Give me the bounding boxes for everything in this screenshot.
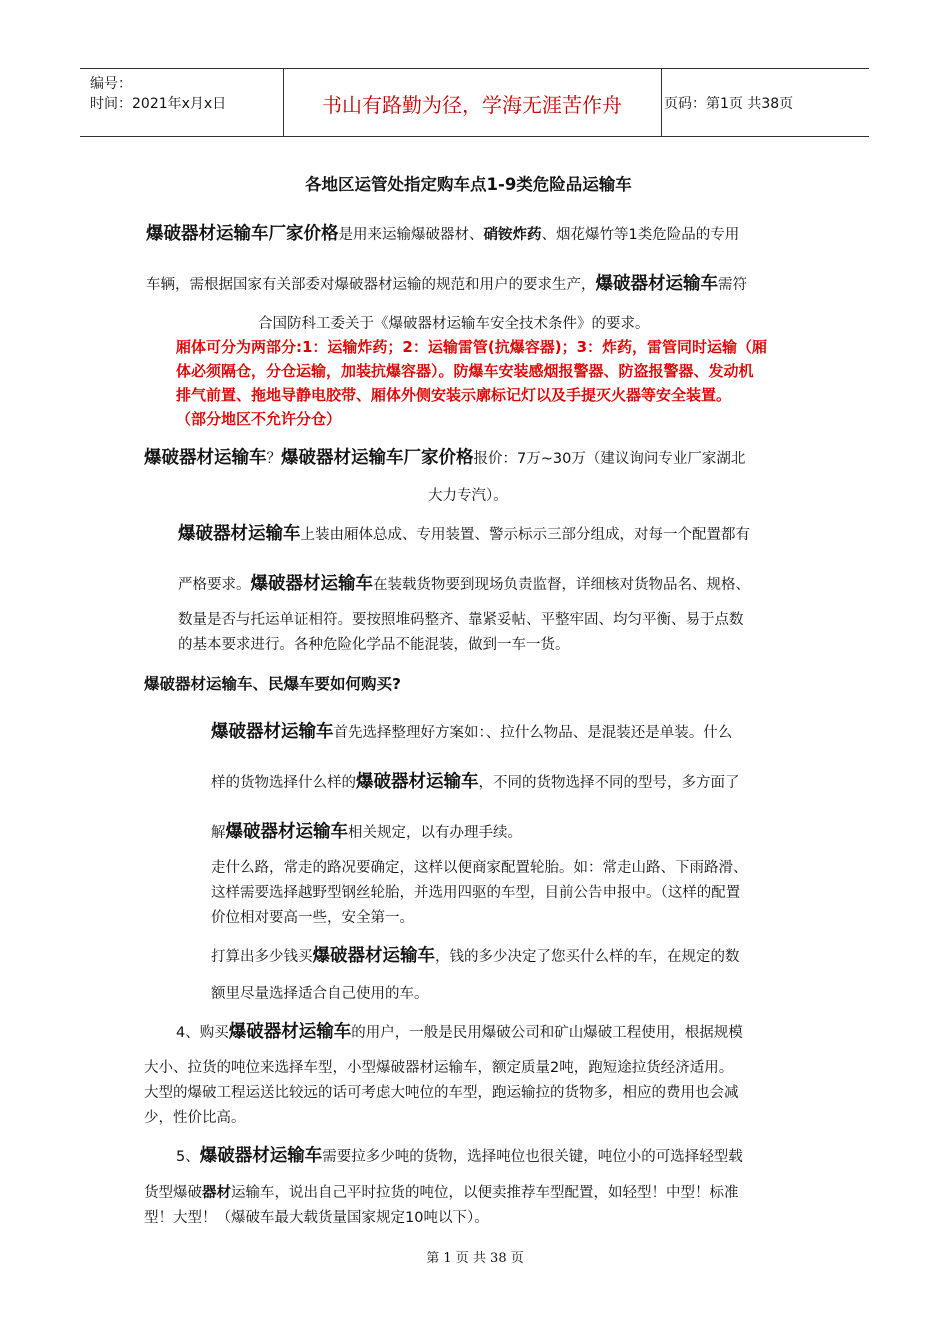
purchase-line-3 [211,822,522,843]
keyword: 爆破器材运输车 [225,822,348,842]
tonnage-line-3: 型！大型！（爆破车最大载货量国家规定10吨以下）。 [144,1210,489,1226]
motto: 书山有路勤为径，学海无涯苦作舟 [322,93,622,117]
config-line-3: 数量是否与托运单证相符。要按照堆码整齐、靠紧妥帖、平整牢固、均匀平衡、易于点数 [178,612,744,628]
text: 货型爆破 [144,1185,202,1201]
budget-line-1 [211,946,740,967]
red-note-line-1: 厢体可分为两部分:1：运输炸药；2：运输雷管(抗爆容器)；3：炸药，雷管同时运输（厢 [176,338,768,356]
text: 4、购买 [176,1025,229,1041]
red-note-line-3: 排气前置、拖地导静电胶带、厢体外侧安装示廓标记灯以及手提灭火器等安全装置。 [176,386,732,404]
paragraph-intro-line-1 [146,224,739,245]
budget-line-2: 额里尽量选择适合自己使用的车。 [211,986,429,1002]
keyword: 爆破器材运输车 [144,448,267,468]
document-date: 时间：2021年x月x日 [90,96,227,112]
users-line-2: 大小、拉货的吨位来选择车型，小型爆破器材运输车，额定质量2吨，跑短途拉货经济适用。 [144,1060,734,1076]
config-line-2 [178,574,750,595]
tonnage-line-2 [144,1183,739,1203]
keyword: 爆破器材运输车厂家价格 [146,224,339,244]
tonnage-line-1 [176,1146,743,1167]
config-line-1 [178,524,750,545]
red-note-line-4: （部分地区不允许分仓） [176,410,342,428]
paragraph-intro-line-2 [146,274,747,295]
text: 样的货物选择什么样的 [211,775,356,791]
keyword: 器材 [202,1185,231,1201]
header-meta-cell [80,69,284,136]
keyword: 爆破器材运输车 [250,574,373,594]
text: 是用来运输爆破器材、 [338,227,484,243]
text: 相关规定，以有办理手续。 [348,825,522,841]
keyword: 爆破器材运输车 [199,1146,323,1166]
text: 首先选择整理好方案如：、拉什么物品、是混装还是单装。什么 [333,725,733,741]
text: 报价：7万~30万（建议询问专业厂家湖北 [473,451,746,467]
section-heading: 爆破器材运输车、民爆车要如何购买? [144,675,401,693]
road-line-3: 价位相对要高一些，安全第一。 [211,910,414,926]
text: ，不同的货物选择不同的型号，多方面了 [478,775,740,791]
text: 在装载货物要到现场负责监督，详细核对货物品名、规格、 [373,577,750,593]
text: 运输车，说出自己平时拉货的吨位，以便卖推荐车型配置，如轻型！中型！标准 [231,1185,739,1201]
purchase-line-2 [211,772,740,793]
keyword: 爆破器材运输车 [595,274,718,294]
text: 、烟花爆竹等1类危险品的专用 [541,227,740,243]
text: 解 [211,825,226,841]
keyword: 爆破器材运输车 [356,772,479,792]
keyword: 爆破器材运输车厂家价格 [281,448,474,468]
users-line-4: 少，性价比高。 [144,1110,246,1126]
text: 需符 [718,277,747,293]
text: 上装由厢体总成、专用装置、警示标示三部分组成，对每一个配置都有 [300,527,750,543]
price-line-2: 大力专汽）。 [428,488,508,504]
road-line-2: 这样需要选择越野型钢丝轮胎，并选用四驱的车型，目前公告申报中。（这样的配置 [211,885,741,901]
keyword: 爆破器材运输车 [228,1022,352,1042]
header-table [80,68,869,137]
document-number: 编号： [90,76,132,92]
text: 需要拉多少吨的货物，选择吨位也很关键，吨位小的可选择轻型载 [322,1149,743,1165]
keyword: 硝铵炸药 [483,227,542,243]
text: 严格要求。 [178,577,251,593]
header-motto-cell [283,69,662,136]
text: ，钱的多少决定了您买什么样的车，在规定的数 [435,949,740,965]
price-line-1 [144,448,745,469]
purchase-line-1 [211,722,732,743]
page-footer: 第 1 页 共 38 页 [426,1251,524,1266]
paragraph-intro-line-3: 合国防科工委关于《爆破器材运输车安全技术条件》的要求。 [258,316,650,332]
red-note-line-2: 体必须隔仓，分仓运输，加装抗爆容器）。防爆车安装感烟报警器、防盗报警器、发动机 [176,362,754,380]
keyword: 爆破器材运输车 [178,524,301,544]
users-line-1 [176,1022,743,1043]
text: 的用户，一般是民用爆破公司和矿山爆破工程使用，根据规模 [351,1025,743,1041]
page-info: 页码：第1页 共38页 [664,96,794,112]
keyword: 爆破器材运输车 [312,946,435,966]
users-line-3: 大型的爆破工程运送比较远的话可考虑大吨位的车型，跑运输拉的货物多，相应的费用也会减 [144,1085,739,1101]
header-page-cell [662,69,869,136]
text: 打算出多少钱买 [211,949,313,965]
text: ？ [266,451,281,467]
config-line-4: 的基本要求进行。各种危险化学品不能混装，做到一车一货。 [178,637,570,653]
document-title: 各地区运管处指定购车点1-9类危险品运输车 [305,175,632,194]
text: 车辆，需根据国家有关部委对爆破器材运输的规范和用户的要求生产， [146,277,596,293]
road-line-1: 走什么路，常走的路况要确定，这样以便商家配置轮胎。如：常走山路、下雨路滑、 [211,860,748,876]
keyword: 爆破器材运输车 [211,722,334,742]
text: 5、 [176,1149,200,1165]
